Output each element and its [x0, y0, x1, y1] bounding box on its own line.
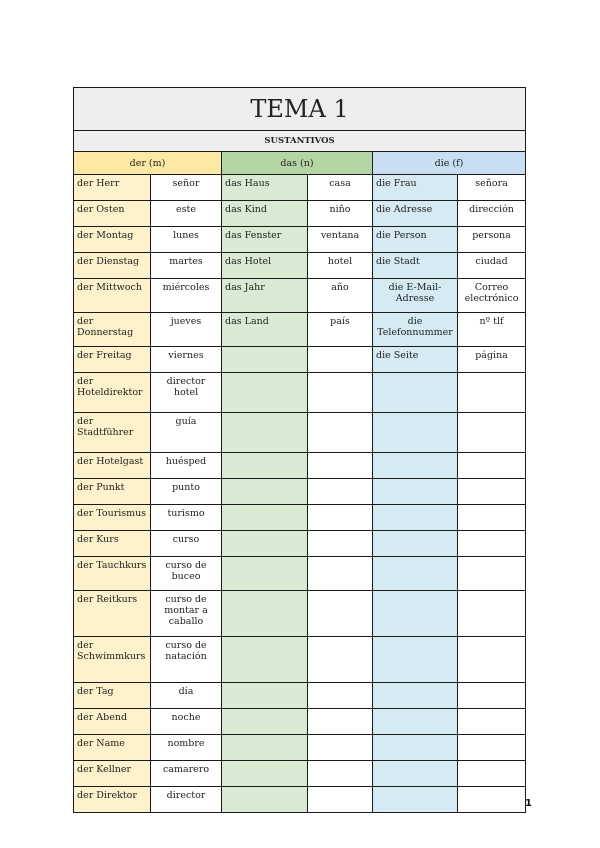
neuter-spanish-cell: hotel: [308, 253, 373, 279]
masculine-german-cell: der Name: [74, 735, 151, 761]
masculine-spanish-cell: jueves: [151, 313, 222, 347]
feminine-german-cell: die Telefonnummer: [373, 313, 458, 347]
feminine-german-cell: [373, 453, 458, 479]
masculine-spanish-cell: camarero: [151, 761, 222, 787]
feminine-german-cell: [373, 787, 458, 813]
table-row: [74, 557, 526, 591]
masculine-german-cell: der Mittwoch: [74, 279, 151, 313]
feminine-german-cell: [373, 557, 458, 591]
masculine-german-cell: der Tourismus: [74, 505, 151, 531]
neuter-german-cell: [222, 479, 308, 505]
table-row: [74, 505, 526, 531]
feminine-spanish-cell: [458, 557, 526, 591]
masculine-spanish-cell: lunes: [151, 227, 222, 253]
feminine-spanish-cell: persona: [458, 227, 526, 253]
table-row: [74, 201, 526, 227]
masculine-spanish-cell: punto: [151, 479, 222, 505]
neuter-german-cell: das Fenster: [222, 227, 308, 253]
table-row: [74, 709, 526, 735]
feminine-spanish-cell: [458, 591, 526, 637]
table-row: [74, 227, 526, 253]
section-subtitle: SUSTANTIVOS: [74, 131, 526, 152]
neuter-german-cell: [222, 505, 308, 531]
masculine-german-cell: der Osten: [74, 201, 151, 227]
table-row: [74, 253, 526, 279]
feminine-spanish-cell: [458, 413, 526, 453]
neuter-spanish-cell: [308, 735, 373, 761]
neuter-spanish-cell: [308, 637, 373, 683]
feminine-german-cell: [373, 479, 458, 505]
vocabulary-table: [73, 87, 526, 813]
feminine-german-cell: die Stadt: [373, 253, 458, 279]
table-row: [74, 373, 526, 413]
table-row: [74, 637, 526, 683]
masculine-german-cell: der Herr: [74, 175, 151, 201]
neuter-spanish-cell: [308, 709, 373, 735]
masculine-spanish-cell: director hotel: [151, 373, 222, 413]
masculine-spanish-cell: director: [151, 787, 222, 813]
masculine-spanish-cell: guía: [151, 413, 222, 453]
subtitle-row: [74, 131, 526, 152]
neuter-spanish-cell: [308, 453, 373, 479]
neuter-german-cell: das Land: [222, 313, 308, 347]
masculine-german-cell: der Hotelgast: [74, 453, 151, 479]
feminine-spanish-cell: [458, 505, 526, 531]
feminine-german-cell: [373, 761, 458, 787]
neuter-header: das (n): [222, 152, 373, 175]
neuter-german-cell: [222, 709, 308, 735]
masculine-spanish-cell: señor: [151, 175, 222, 201]
neuter-german-cell: [222, 557, 308, 591]
feminine-spanish-cell: [458, 709, 526, 735]
masculine-german-cell: der Tag: [74, 683, 151, 709]
feminine-spanish-cell: [458, 453, 526, 479]
neuter-spanish-cell: casa: [308, 175, 373, 201]
table-row: [74, 453, 526, 479]
table-row: [74, 591, 526, 637]
neuter-german-cell: [222, 531, 308, 557]
feminine-spanish-cell: [458, 761, 526, 787]
feminine-german-cell: die Adresse: [373, 201, 458, 227]
neuter-spanish-cell: [308, 373, 373, 413]
neuter-german-cell: [222, 413, 308, 453]
table-row: [74, 735, 526, 761]
neuter-german-cell: [222, 735, 308, 761]
masculine-spanish-cell: viernes: [151, 347, 222, 373]
neuter-german-cell: [222, 373, 308, 413]
table-row: [74, 683, 526, 709]
table-row: [74, 531, 526, 557]
feminine-spanish-cell: [458, 531, 526, 557]
feminine-spanish-cell: [458, 683, 526, 709]
feminine-german-cell: die Seite: [373, 347, 458, 373]
feminine-german-cell: die Frau: [373, 175, 458, 201]
feminine-german-cell: die Person: [373, 227, 458, 253]
masculine-spanish-cell: curso de montar a caballo: [151, 591, 222, 637]
neuter-german-cell: [222, 453, 308, 479]
masculine-german-cell: der Donnerstag: [74, 313, 151, 347]
feminine-german-cell: [373, 637, 458, 683]
neuter-german-cell: [222, 347, 308, 373]
neuter-german-cell: das Hotel: [222, 253, 308, 279]
neuter-german-cell: das Jahr: [222, 279, 308, 313]
feminine-spanish-cell: nº tlf: [458, 313, 526, 347]
masculine-spanish-cell: este: [151, 201, 222, 227]
neuter-spanish-cell: [308, 591, 373, 637]
masculine-spanish-cell: curso: [151, 531, 222, 557]
neuter-spanish-cell: [308, 413, 373, 453]
table-row: [74, 347, 526, 373]
feminine-german-cell: [373, 531, 458, 557]
neuter-spanish-cell: ventana: [308, 227, 373, 253]
feminine-spanish-cell: dirección: [458, 201, 526, 227]
feminine-german-cell: [373, 413, 458, 453]
masculine-german-cell: der Tauchkurs: [74, 557, 151, 591]
feminine-header: die (f): [373, 152, 526, 175]
feminine-spanish-cell: ciudad: [458, 253, 526, 279]
neuter-german-cell: [222, 591, 308, 637]
masculine-spanish-cell: nombre: [151, 735, 222, 761]
masculine-german-cell: der Kellner: [74, 761, 151, 787]
table-row: [74, 175, 526, 201]
neuter-german-cell: [222, 683, 308, 709]
masculine-german-cell: der Hoteldirektor: [74, 373, 151, 413]
feminine-spanish-cell: [458, 373, 526, 413]
feminine-spanish-cell: Correo electrónico: [458, 279, 526, 313]
neuter-spanish-cell: año: [308, 279, 373, 313]
neuter-german-cell: [222, 787, 308, 813]
masculine-german-cell: der Punkt: [74, 479, 151, 505]
table-row: [74, 313, 526, 347]
table-row: [74, 761, 526, 787]
table-row: [74, 479, 526, 505]
table-row: [74, 279, 526, 313]
feminine-spanish-cell: señora: [458, 175, 526, 201]
neuter-spanish-cell: [308, 531, 373, 557]
feminine-german-cell: [373, 373, 458, 413]
title-row: [74, 88, 526, 131]
feminine-german-cell: [373, 591, 458, 637]
neuter-spanish-cell: [308, 479, 373, 505]
neuter-german-cell: das Kind: [222, 201, 308, 227]
feminine-german-cell: die E-Mail-Adresse: [373, 279, 458, 313]
neuter-spanish-cell: [308, 683, 373, 709]
masculine-spanish-cell: turismo: [151, 505, 222, 531]
table-row: [74, 787, 526, 813]
gender-header-row: [74, 152, 526, 175]
neuter-german-cell: das Haus: [222, 175, 308, 201]
feminine-spanish-cell: [458, 735, 526, 761]
masculine-spanish-cell: huésped: [151, 453, 222, 479]
feminine-spanish-cell: [458, 637, 526, 683]
page-number: 1: [525, 798, 532, 809]
vocabulary-table-body: [74, 88, 526, 813]
masculine-german-cell: der Stadtführer: [74, 413, 151, 453]
masculine-spanish-cell: día: [151, 683, 222, 709]
masculine-german-cell: der Abend: [74, 709, 151, 735]
masculine-spanish-cell: noche: [151, 709, 222, 735]
feminine-spanish-cell: [458, 479, 526, 505]
table-row: [74, 413, 526, 453]
neuter-spanish-cell: [308, 505, 373, 531]
masculine-german-cell: der Montag: [74, 227, 151, 253]
neuter-spanish-cell: país: [308, 313, 373, 347]
masculine-german-cell: der Dienstag: [74, 253, 151, 279]
masculine-german-cell: der Freitag: [74, 347, 151, 373]
neuter-german-cell: [222, 637, 308, 683]
masculine-spanish-cell: curso de natación: [151, 637, 222, 683]
page-title: TEMA 1: [74, 88, 526, 131]
masculine-german-cell: der Kurs: [74, 531, 151, 557]
neuter-spanish-cell: [308, 557, 373, 591]
neuter-spanish-cell: [308, 787, 373, 813]
masculine-header: der (m): [74, 152, 222, 175]
feminine-german-cell: [373, 505, 458, 531]
neuter-spanish-cell: [308, 347, 373, 373]
neuter-german-cell: [222, 761, 308, 787]
feminine-german-cell: [373, 709, 458, 735]
masculine-spanish-cell: curso de buceo: [151, 557, 222, 591]
masculine-spanish-cell: miércoles: [151, 279, 222, 313]
masculine-spanish-cell: martes: [151, 253, 222, 279]
masculine-german-cell: der Reitkurs: [74, 591, 151, 637]
neuter-spanish-cell: [308, 761, 373, 787]
masculine-german-cell: der Schwimmkurs: [74, 637, 151, 683]
feminine-german-cell: [373, 735, 458, 761]
masculine-german-cell: der Direktor: [74, 787, 151, 813]
neuter-spanish-cell: niño: [308, 201, 373, 227]
feminine-spanish-cell: página: [458, 347, 526, 373]
feminine-german-cell: [373, 683, 458, 709]
